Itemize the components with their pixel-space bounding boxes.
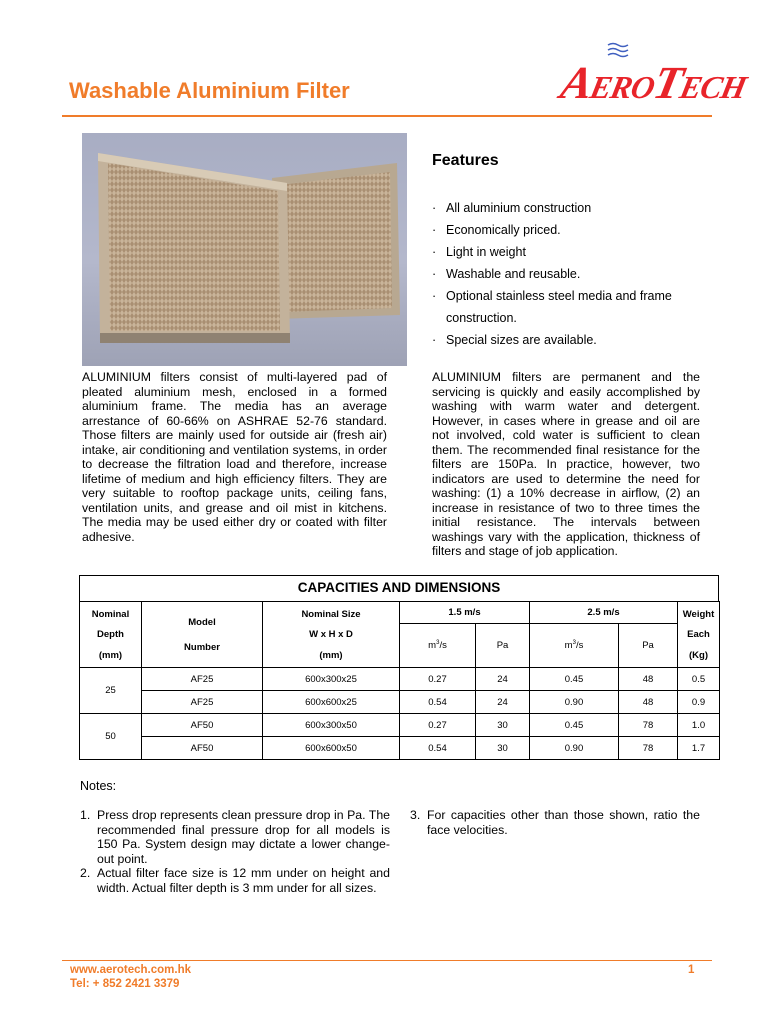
header-model: Model Number: [142, 602, 263, 668]
pressure-cell: 30: [476, 737, 530, 760]
logo-wordmark: AEROTECH: [556, 57, 750, 108]
pressure-cell: 48: [619, 691, 678, 714]
pressure-cell: 24: [476, 668, 530, 691]
feature-item: · Optional stainless steel media and frame construction.: [432, 285, 722, 329]
features-list: [432, 197, 722, 351]
header-pressure-1: Pa: [476, 624, 530, 668]
note-item: 3. For capacities other than those shown, ratio the face velocities.: [410, 808, 700, 837]
size-cell: 600x300x50: [263, 714, 400, 737]
product-photo: [82, 133, 407, 366]
feature-item: · Special sizes are available.: [432, 329, 722, 351]
page-title: Washable Aluminium Filter: [69, 78, 350, 103]
note-item: 2. Actual filter face size is 12 mm under on height and width. Actual filter depth is 3 mm under for all sizes.: [80, 866, 390, 895]
model-cell: AF25: [142, 668, 263, 691]
flow-cell: 0.54: [400, 737, 476, 760]
depth-cell: 50: [80, 714, 142, 760]
feature-item: · Washable and reusable.: [432, 263, 722, 285]
footer-phone: Tel: + 852 2421 3379: [70, 978, 180, 990]
header-velocity-1: 1.5 m/s: [400, 602, 530, 624]
header-size: Nominal Size W x H x D (mm): [263, 602, 400, 668]
table-row: [80, 668, 720, 691]
table-row: [80, 714, 720, 737]
pressure-cell: 24: [476, 691, 530, 714]
pressure-cell: 30: [476, 714, 530, 737]
model-cell: AF25: [142, 691, 263, 714]
description-right: ALUMINIUM filters are permanent and the servicing is quickly and easily accomplished by washing with warm water and detergent. However, in cases where in grease and oil are not involved, cold water is sufficient to clean them. The recommended final resistance for the filters are 150Pa. In practice, however, two indicators are used to determine the need for washing: (1) a 10% decrease in airflow, (2) an increase in resistance of two to three times the initial resistance. The intervals between washings vary with the application, thickness of filters and stage of job application.: [432, 370, 700, 558]
header-flow-1: $m^3/s$: [400, 624, 476, 668]
feature-item: · Light in weight: [432, 241, 722, 263]
table-row: [80, 737, 720, 760]
notes-left-column: [80, 808, 390, 895]
weight-cell: 1.0: [678, 714, 720, 737]
table-row: [80, 691, 720, 714]
size-cell: 600x600x25: [263, 691, 400, 714]
footer-divider: [62, 960, 712, 961]
page-number: 1: [688, 964, 695, 976]
header-flow-2: $m^3/s$: [530, 624, 619, 668]
feature-item: · All aluminium construction: [432, 197, 722, 219]
flow-cell: 0.45: [530, 668, 619, 691]
description-left: ALUMINIUM filters consist of multi-layered pad of pleated aluminium mesh, enclosed in a formed aluminium frame. The media has an average arrestance of 60-66% on ASHRAE 52-76 standard. Those filters are mainly used for outside air (fresh air) intake, air conditioning and ventilation systems, in order to decrease the filtration load and therefore, increase lifetime of medium and high efficiency filters. They are very suitable to rooftop package units, ceiling fans, ventilation units, and grease and oil mist in kitchens. The media may be used either dry or coated with filter adhesive.: [82, 370, 387, 544]
feature-item: · Economically priced.: [432, 219, 722, 241]
flow-cell: 0.27: [400, 714, 476, 737]
flow-cell: 0.54: [400, 691, 476, 714]
table-title: CAPACITIES AND DIMENSIONS: [79, 575, 719, 601]
flow-cell: 0.27: [400, 668, 476, 691]
pressure-cell: 78: [619, 714, 678, 737]
header-divider: [62, 115, 712, 117]
notes-heading: Notes:: [80, 779, 117, 793]
pressure-cell: 48: [619, 668, 678, 691]
weight-cell: 0.9: [678, 691, 720, 714]
aerotech-logo: [556, 42, 750, 108]
capacities-table: [79, 575, 719, 760]
weight-cell: 0.5: [678, 668, 720, 691]
header-weight: Weight Each (Kg): [678, 602, 720, 668]
header-pressure-2: Pa: [619, 624, 678, 668]
size-cell: 600x300x25: [263, 668, 400, 691]
model-cell: AF50: [142, 714, 263, 737]
note-item: 1. Press drop represents clean pressure drop in Pa. The recommended final pressure drop for all models is 150 Pa. System design may dictate a lower change-out point.: [80, 808, 390, 866]
size-cell: 600x600x50: [263, 737, 400, 760]
pressure-cell: 78: [619, 737, 678, 760]
model-cell: AF50: [142, 737, 263, 760]
notes-right-column: [410, 808, 700, 837]
flow-cell: 0.90: [530, 691, 619, 714]
header-depth: Nominal Depth (mm): [80, 602, 142, 668]
flow-cell: 0.90: [530, 737, 619, 760]
footer-website-link[interactable]: www.aerotech.com.hk: [70, 964, 191, 976]
header-velocity-2: 2.5 m/s: [530, 602, 678, 624]
flow-cell: 0.45: [530, 714, 619, 737]
weight-cell: 1.7: [678, 737, 720, 760]
features-heading: Features: [432, 152, 499, 169]
depth-cell: 25: [80, 668, 142, 714]
